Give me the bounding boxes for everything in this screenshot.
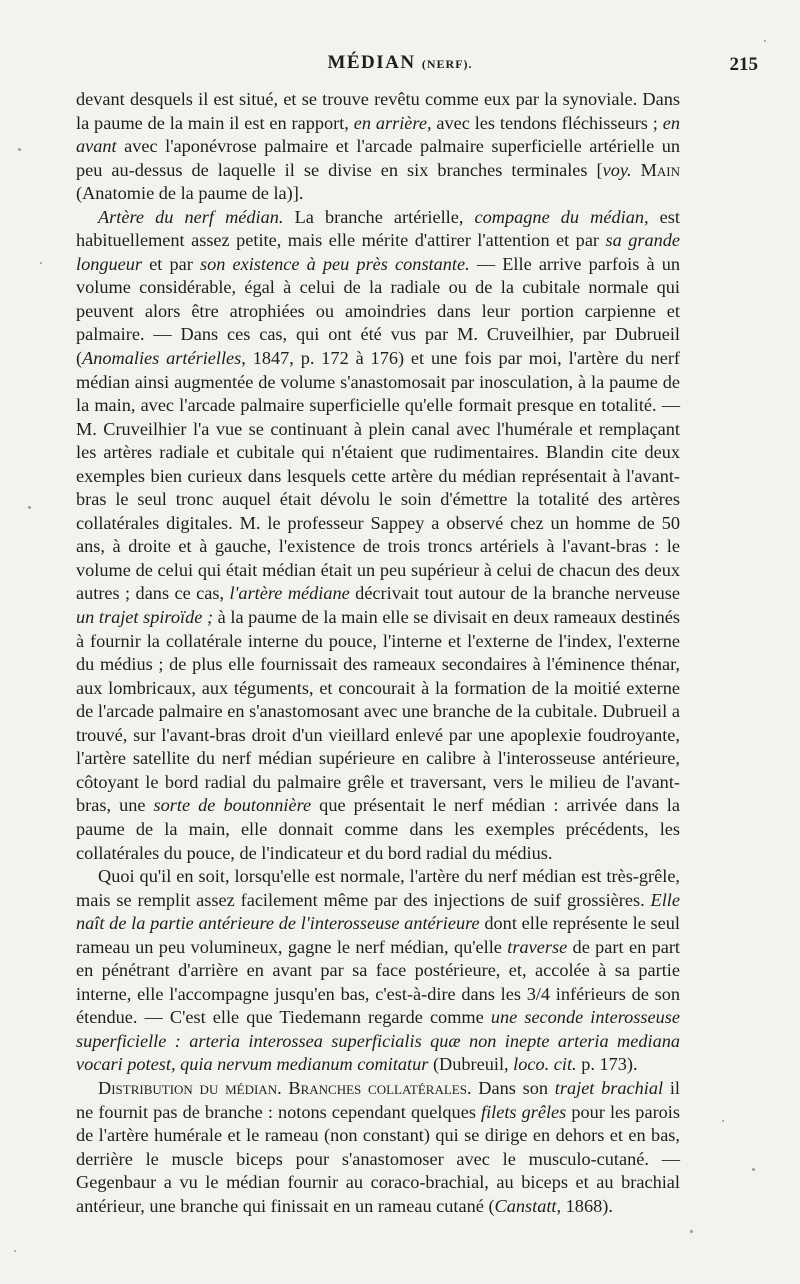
text-run: est habituellement assez petite, mais elle mérite d'attirer l'attention et par [76,206,680,251]
scan-speck [40,262,42,264]
paragraph [76,865,680,1077]
text-run: et par [142,253,200,274]
italic-run: compagne du médian, [474,206,649,227]
italic-run: en avant [76,112,680,157]
page-number: 215 [729,54,758,75]
text-run: avec l'aponévrose palmaire et l'arcade palmaire superficielle artérielle un peu au-dessus de laquelle il se divise en six branches terminales [ [76,136,680,180]
text-run: de part en part en pénétrant d'arrière en avant par sa face postérieure, et, accolée à sa partie interne, elle l'accompagne jusqu'en bas, c'est-à-dire dans les 3/4 inférieurs de son étendue. — C'est elle que Tiedemann regarde comme [76,936,680,1028]
italic-run: sorte de boutonnière [153,795,312,816]
text-run: que présentait le nerf médian : arrivée dans la paume de la main, elle donnait comme dans les exemples précédents, les collatérales du pouce, de l'indicateur et du bord radial du médius. [76,795,680,863]
paragraph [76,206,680,865]
paragraph [76,88,680,206]
running-head-title: MÉDIAN [327,52,416,73]
italic-run: l'artère médiane [229,583,350,604]
scan-speck [28,506,31,509]
scan-speck [690,1230,693,1233]
italic-run: son existence à peu près constante. [199,253,470,274]
text-run: devant desquels il est situé, et se trouve revêtu comme eux par la synoviale. Dans la paume de la main il est en rapport, [76,89,680,133]
italic-run: une seconde interosseuse superficielle : arteria interossea superficialis quæ non inepte arteria mediana vocari potest, quia nervum medianum comitatur [76,1007,680,1075]
text-run: à la paume de la main elle se divisait en deux rameaux destinés à fournir la collatérale interne du pouce, l'interne et l'externe de l'index, l'externe du médius ; de plus elle fournissait des rameaux secondaires à l'éminence thénar, aux lombricaux, aux téguments, et concourait à la formation de la moitié externe de l'arcade palmaire en s'anastomosant avec une branche de la cubitale. Dubrueil a trouvé, sur l'avant-bras droit d'un vieillard enlevé par une apoplexie foudroyante, l'artère satellite du nerf médian supérieure en calibre à l'interosseuse antérieure, côtoyant le bord radial du palmaire grêle et traversant, vers le milieu de l'avant-bras, une [76,607,681,816]
text-run: avec les tendons fléchisseurs ; [431,112,663,133]
paragraph [76,1077,680,1218]
text-run: Dans son [471,1077,555,1098]
text-run: La branche artérielle, [283,206,475,227]
running-head-subtitle: (NERF). [421,57,473,71]
text-run: (Dubreuil, [428,1054,514,1075]
small-caps-run: Distribution du médian. Branches collatérales. [98,1077,472,1098]
italic-run: filets grêles [481,1101,567,1122]
italic-run: Canstatt, [494,1195,562,1216]
text-run: 1847, p. 172 à 176) et une fois par moi, l'artère du nerf médian ainsi augmentée de volume s'anastomosait par inosculation, à la paume de la main, avec l'arcade palmaire superficielle qu'elle formait presque en totalité. — M. Cruveilhier l'a vue se continuant à plein canal avec l'humérale et remplaçant les artères radiale et cubitale qui n'étaient que rudimentaires. Blandin cite deux exemples bien curieux dans lesquels cette artère du médian représentait à l'avant-bras le seul tronc auquel était dévolu le soin d'émettre la totalité des artères collatérales digitales. M. le professeur Sappey a observé chez un homme de 50 ans, à droite et à gauche, l'existence de trois troncs artériels à l'avant-bras : le volume de celui qui était médian était un peu supérieur à celui de chacun des deux autres ; dans ce cas, [76,348,680,604]
italic-run: voy. [602,159,632,180]
text-run: dont elle représente le seul rameau un peu volumineux, gagne le nerf médian, qu'elle [76,913,680,957]
scan-speck [752,1168,755,1171]
text-run: (Anatomie de la paume de la)]. [76,183,304,204]
article-body [76,88,680,1218]
italic-run: Elle naît de la partie antérieure de l'interosseuse antérieure [76,889,680,934]
text-run [632,160,641,180]
text-run: 1868). [561,1195,613,1216]
running-head [0,52,800,74]
small-caps-run: Main [640,159,680,180]
scan-speck [722,1120,724,1122]
scan-speck [18,148,21,151]
italic-run: traverse [507,936,568,957]
text-run: — Elle arrive parfois à un volume considérable, égal à celui de la radiale ou de la cubitale normale qui peuvent alors être atrophiées ou amoindries dans leur portion carpienne et palmaire. — Dans ces cas, qui ont été vus par M. Cruveilhier, par Dubrueil ( [76,253,681,369]
page-header [0,52,800,80]
text-run: décrivait tout autour de la branche nerveuse [349,583,680,604]
italic-run: un trajet spiroïde ; [76,607,214,628]
italic-run: Artère du nerf médian. [98,206,284,227]
italic-run: en arrière, [353,112,432,133]
italic-run: loco. cit. [513,1054,577,1075]
text-run: p. 173). [576,1054,638,1075]
italic-run: Anomalies artérielles, [82,348,246,369]
text-run: pour les parois de l'artère humérale et le rameau (non constant) qui se dirige en dehors et en bas, derrière le muscle biceps pour s'anastomoser avec le musculo-cutané. — Gegenbaur a vu le médian fournir au coraco-brachial, au biceps et au brachial antérieur, une branche qui finissait en un rameau cutané ( [76,1101,680,1216]
scan-speck [14,1250,16,1252]
scan-speck [764,40,766,42]
text-run: il ne fournit pas de branche : notons cependant quelques [76,1077,681,1122]
text-run: Quoi qu'il en soit, lorsqu'elle est normale, l'artère du nerf médian est très-grêle, mais se remplit assez facilement même par des injections de suif grossières. [76,866,680,910]
italic-run: sa grande longueur [76,230,680,274]
italic-run: trajet brachial [554,1077,664,1098]
